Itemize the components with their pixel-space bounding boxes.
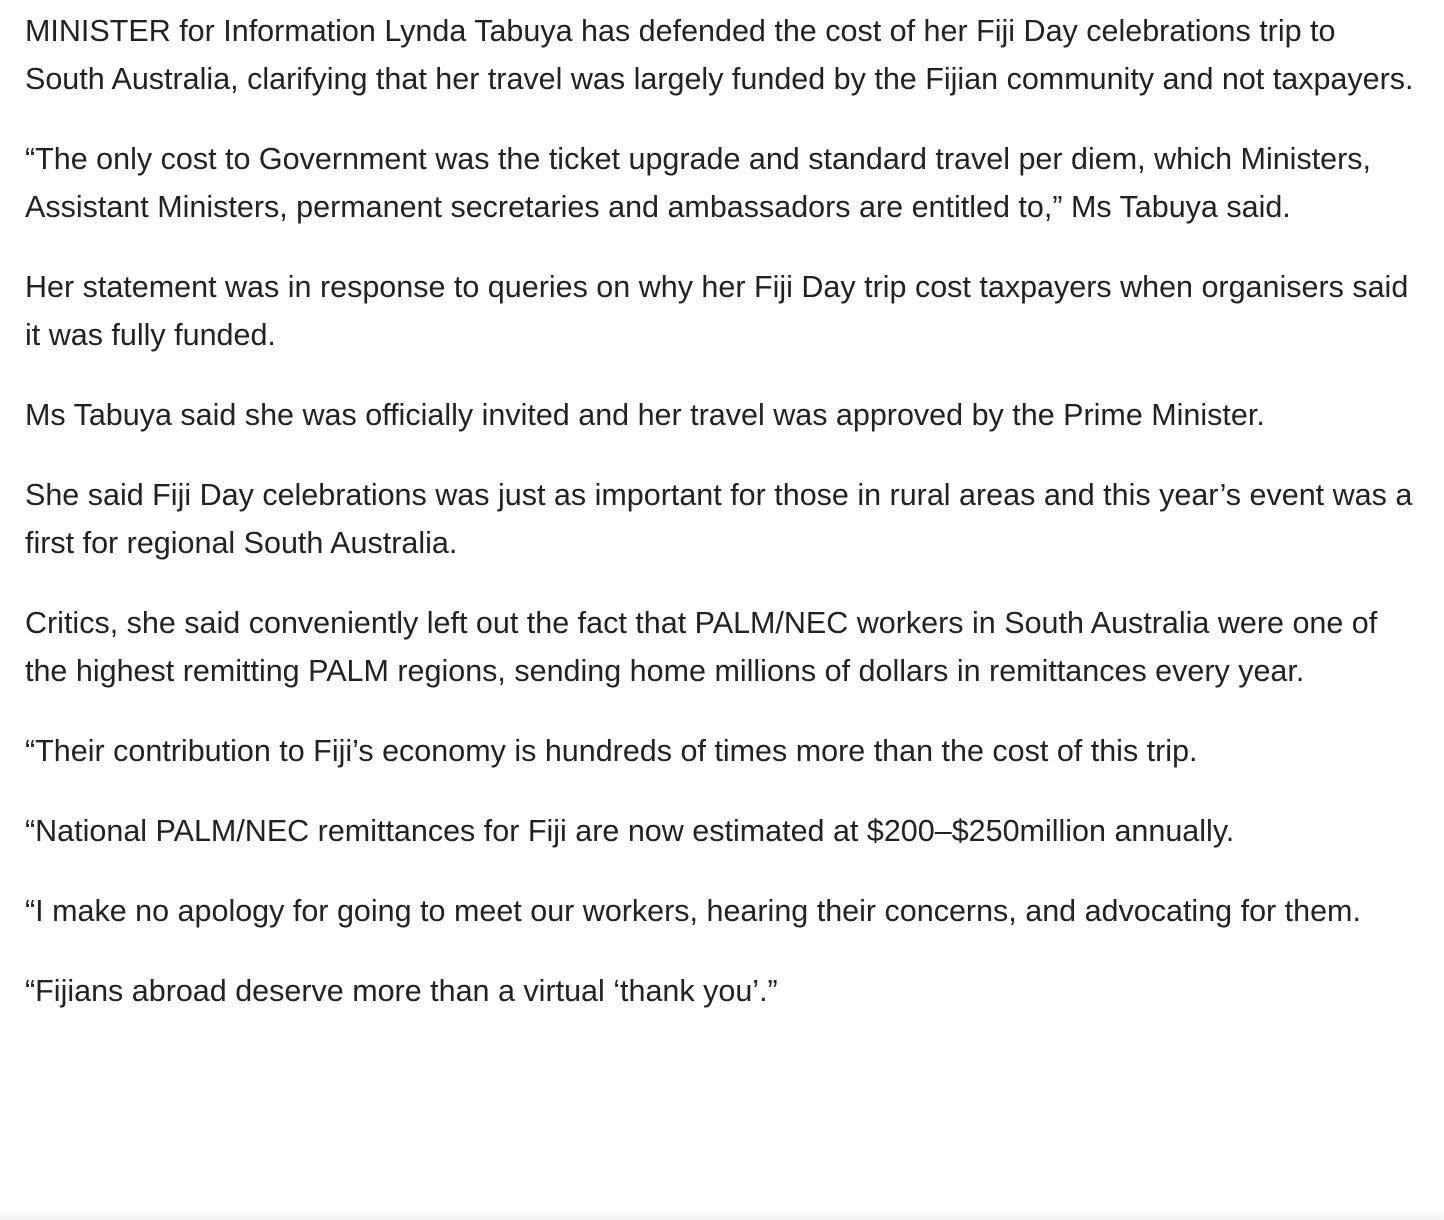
paragraph-2: “The only cost to Government was the ticket upgrade and standard travel per diem, which Ministers, Assistant Ministers, permanent secretaries and ambassadors are entitled to,” Ms Tabuya said.: [25, 142, 1372, 224]
paragraph-7: “Their contribution to Fiji’s economy is hundreds of times more than the cost of this trip.: [25, 734, 1198, 768]
paragraph-3: Her statement was in response to queries on why her Fiji Day trip cost taxpayers when organisers said it was fully funded.: [25, 270, 1409, 352]
paragraph-1: MINISTER for Information Lynda Tabuya has defended the cost of her Fiji Day celebrations trip to South Australia, clarifying that her travel was largely funded by the Fijian community and not taxpayers.: [25, 14, 1414, 96]
paragraph-4: Ms Tabuya said she was officially invited and her travel was approved by the Prime Minister.: [25, 398, 1265, 432]
paragraph-9: “I make no apology for going to meet our workers, hearing their concerns, and advocating for them.: [25, 894, 1361, 928]
bottom-edge-shadow: [0, 1208, 1444, 1220]
article-body: [25, 7, 1419, 1047]
paragraph-8: “National PALM/NEC remittances for Fiji are now estimated at $200–$250million annually.: [25, 814, 1235, 848]
paragraph-10: “Fijians abroad deserve more than a virtual ‘thank you’.”: [25, 974, 778, 1008]
paragraph-6: Critics, she said conveniently left out the fact that PALM/NEC workers in South Australia were one of the highest remitting PALM regions, sending home millions of dollars in remittances every year.: [25, 606, 1378, 688]
paragraph-5: She said Fiji Day celebrations was just as important for those in rural areas and this year’s event was a first for regional South Australia.: [25, 478, 1413, 560]
